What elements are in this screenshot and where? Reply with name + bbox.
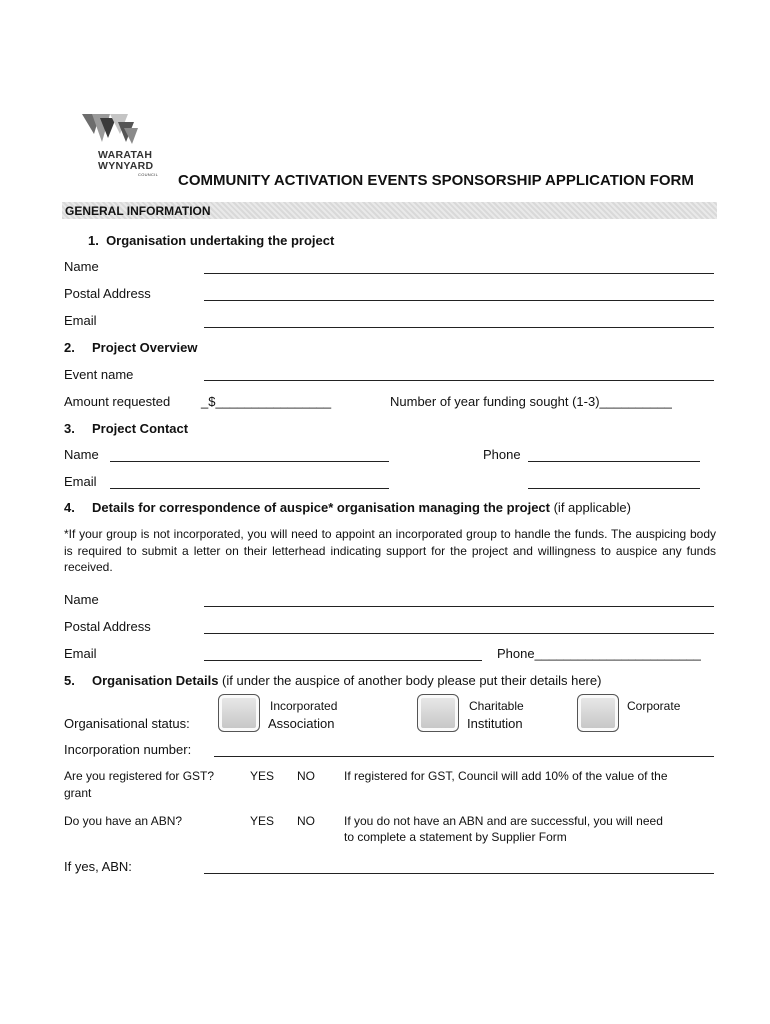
- charitable-institution-checkbox[interactable]: [417, 694, 459, 732]
- abn-question: Do you have an ABN?: [64, 814, 183, 828]
- auspice-note: *If your group is not incorporated, you will need to appoint an incorporated group to handle the funds. The auspicing body is required to submit a letter on their letterhead indicating support for the project and willingness to auspice any funds received.: [64, 527, 716, 574]
- event-name-label: Event name: [64, 367, 134, 382]
- contact-name-label: Name: [64, 447, 99, 462]
- abn-field[interactable]: [204, 873, 714, 874]
- logo-line-3: COUNCIL: [138, 172, 159, 177]
- auspice-name-label: Name: [64, 592, 99, 607]
- abn-yes-option[interactable]: YES: [250, 814, 275, 828]
- section-4-heading-row: [92, 500, 631, 515]
- contact-email-field[interactable]: [110, 488, 389, 489]
- corporate-label: Corporate: [627, 699, 681, 713]
- logo-line-2: WYNYARD: [98, 160, 154, 172]
- corporate-checkbox[interactable]: [577, 694, 619, 732]
- section-2-heading: Project Overview: [92, 340, 198, 355]
- gst-question: Are you registered for GST?: [64, 769, 215, 783]
- email-label: Email: [64, 313, 97, 328]
- auspice-phone-field[interactable]: Phone_______________________: [497, 646, 701, 661]
- section-2-number: 2.: [64, 340, 75, 355]
- auspice-name-field[interactable]: [204, 606, 714, 607]
- section-4-suffix: (if applicable): [549, 500, 631, 515]
- auspice-email-field[interactable]: [204, 660, 482, 661]
- postal-address-field[interactable]: [204, 300, 714, 301]
- abn-label: If yes, ABN:: [64, 859, 132, 874]
- association-label: Association: [268, 716, 335, 731]
- auspice-postal-label: Postal Address: [64, 619, 151, 634]
- section-4-heading: Details for correspondence of auspice* organisation managing the project: [92, 500, 550, 515]
- contact-name-field[interactable]: [110, 461, 389, 462]
- gst-no-option[interactable]: NO: [297, 769, 315, 783]
- incorporated-association-checkbox[interactable]: [218, 694, 260, 732]
- incorporation-number-label: Incorporation number:: [64, 742, 192, 757]
- section-5-number: 5.: [64, 673, 75, 688]
- section-1-heading: 1. Organisation undertaking the project: [88, 233, 335, 248]
- logo-triangles-icon: [80, 112, 180, 152]
- org-status-label: Organisational status:: [64, 716, 190, 731]
- section-3-heading: Project Contact: [92, 421, 189, 436]
- name-label: Name: [64, 259, 99, 274]
- charitable-label: Charitable: [469, 699, 524, 713]
- logo-line-1: WARATAH: [98, 149, 153, 161]
- abn-note-line-2: to complete a statement by Supplier Form: [344, 830, 567, 844]
- section-5-heading: Organisation Details: [92, 673, 219, 688]
- institution-label: Institution: [467, 716, 523, 731]
- gst-yes-option[interactable]: YES: [250, 769, 275, 783]
- postal-address-label: Postal Address: [64, 286, 151, 301]
- auspice-postal-field[interactable]: [204, 633, 714, 634]
- funding-years-field[interactable]: Number of year funding sought (1-3)__________: [390, 394, 672, 409]
- abn-note-line-1: If you do not have an ABN and are successful, you will need: [344, 814, 663, 828]
- abn-no-option[interactable]: NO: [297, 814, 315, 828]
- contact-phone-label: Phone: [483, 447, 521, 462]
- email-field[interactable]: [204, 327, 714, 328]
- page-title: COMMUNITY ACTIVATION EVENTS SPONSORSHIP APPLICATION FORM: [178, 172, 694, 189]
- section-5-suffix: (if under the auspice of another body please put their details here): [218, 673, 602, 688]
- general-info-heading: GENERAL INFORMATION: [65, 204, 211, 218]
- amount-requested-field[interactable]: _$________________: [201, 394, 332, 409]
- amount-requested-label: Amount requested: [64, 394, 171, 409]
- contact-email-label: Email: [64, 474, 97, 489]
- section-3-number: 3.: [64, 421, 75, 436]
- gst-note: If registered for GST, Council will add 10% of the value of the: [344, 769, 668, 783]
- event-name-field[interactable]: [204, 380, 714, 381]
- auspice-email-label: Email: [64, 646, 97, 661]
- council-logo: [80, 112, 180, 182]
- gst-question-cont: grant: [64, 786, 92, 800]
- contact-extra-field[interactable]: [528, 488, 700, 489]
- section-5-heading-row: [92, 673, 601, 688]
- incorporation-number-field[interactable]: [214, 756, 714, 757]
- name-field[interactable]: [204, 273, 714, 274]
- section-4-number: 4.: [64, 500, 75, 515]
- contact-phone-field[interactable]: [528, 461, 700, 462]
- incorporated-label: Incorporated: [270, 699, 338, 713]
